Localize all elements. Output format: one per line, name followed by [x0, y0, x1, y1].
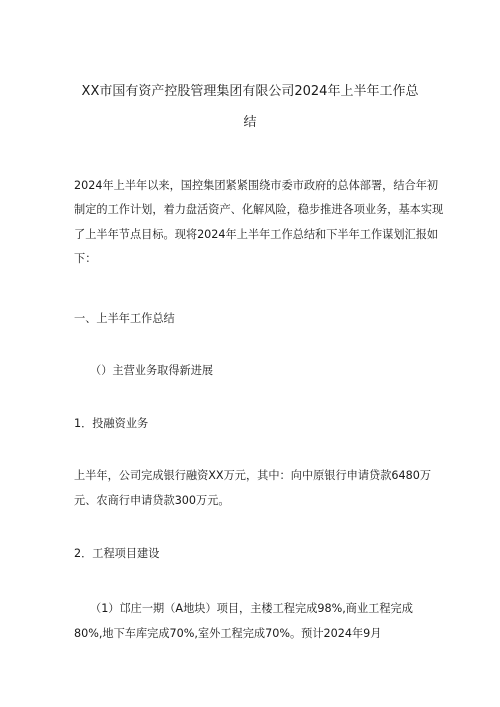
section-heading: 一、上半年工作总结	[74, 312, 175, 325]
item-1-body-line-1: 上半年，公司完成银行融资XX万元，其中：向中原银行申请贷款6480万	[74, 469, 432, 482]
document-title-line-2: 结	[243, 115, 257, 130]
item-1-body-line-2: 元、农商行申请贷款300万元。	[74, 494, 230, 507]
item-2-body-line-2: 80%,地下车库完成70%,室外工程完成70%。预计2024年9月	[74, 627, 382, 640]
item-2-heading: 2．工程项目建设	[74, 547, 160, 560]
intro-line-2: 制定的工作计划，着力盘活资产、化解风险，稳步推进各项业务，基本实现	[74, 203, 444, 216]
item-1-heading: 1．投融资业务	[74, 417, 149, 430]
item-2-body-line-1: （1）邙庄一期（A地块）项目，主楼工程完成98%,商业工程完成	[90, 602, 413, 615]
intro-line-4: 下：	[74, 252, 97, 265]
intro-line-3: 了上半年节点目标。现将2024年上半年工作总结和下半年工作谋划汇报如	[74, 228, 439, 241]
intro-line-1: 2024年上半年以来，国控集团紧紧围绕市委市政府的总体部署，结合年初	[74, 179, 439, 192]
subsection-heading: （）主营业务取得新进展	[90, 364, 214, 377]
document-title-line-1: XX市国有资产控股管理集团有限公司2024年上半年工作总	[81, 84, 419, 99]
